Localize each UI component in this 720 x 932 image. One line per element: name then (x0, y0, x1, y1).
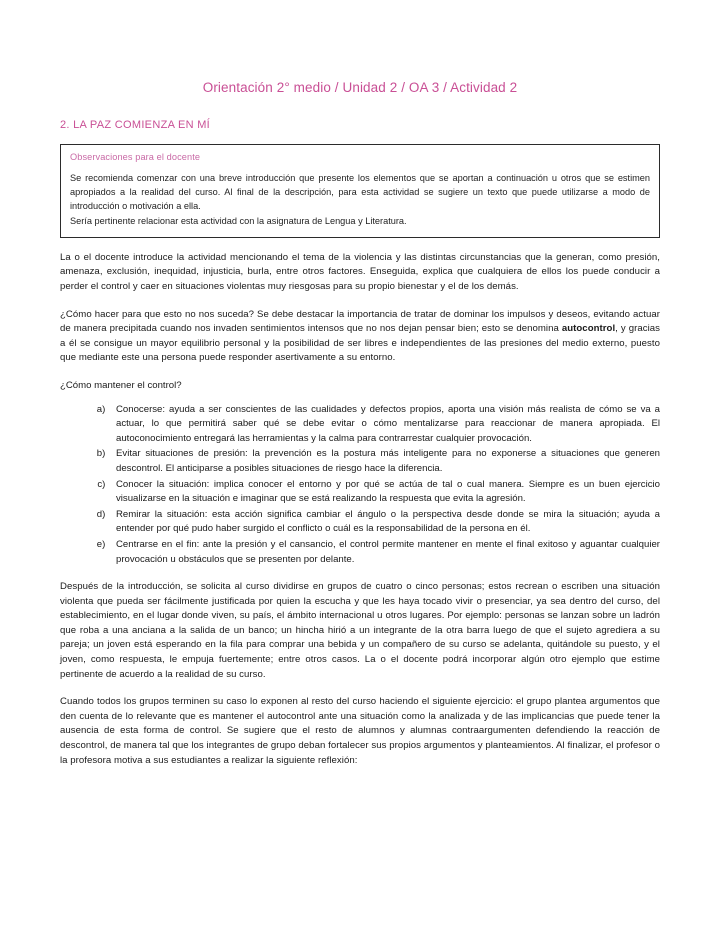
body-paragraph-2 (60, 308, 660, 366)
body-paragraph-3: Después de la introducción, se solicita al curso dividirse en grupos de cuatro o cinco personas; estos recrean o escriben una situación violenta que pueda ser fácilmente justificada por quien la escucha y que les haya tocado vivir o presenciar, ya sea dentro del curso, del establecimiento, en el lugar donde viven, su país, el ámbito internacional u otros lugares. Por ejemplo: personas se lanzan sobre un ladrón que roba a una anciana a la salida de un banco; un hincha hirió a un integrante de la otra barra luego de que el sujeto agrediera a su pareja; un joven está esperando en la fila para comprar una bebida y un compañero de su curso se adelanta, quitándole su puesto, y el joven, como respuesta, le empuja fuertemente; entre otros casos. La o el docente podrá incorporar algún otro ejemplo que estime pertinente de acuerdo a la realidad de su curso. (60, 581, 660, 680)
paragraph-2-text-after: , y gracias a él se consigue un mayor equilibrio personal y la posibilidad de ser libres e independientes de las presiones del medio externo, puesto que mediante este una persona puede responder asertivamente a su entorno. (60, 323, 660, 364)
list-item: d. Remirar la situación: esta acción significa cambiar el ángulo o la perspectiva desde donde se mira la situación; ayuda a entender por qué pudo haber surgido el conflicto o cuál es la responsabilidad de la persona en él. (108, 508, 660, 537)
paragraph-2-text-before: ¿Cómo hacer para que esto no nos suceda? Se debe destacar la importancia de tratar de dominar los impulsos y deseos, evitando actuar de manera precipitada cuando nos invaden sentimientos intensos que no nos dejan pensar bien; esto se denomina (60, 308, 660, 335)
control-question: ¿Cómo mantener el control? (60, 379, 182, 391)
activity-heading: 2. LA PAZ COMIENZA EN MÍ (60, 119, 211, 131)
list-item: b. Evitar situaciones de presión: la prevención es la postura más inteligente para no exponerse a situaciones que generen descontrol. El anticiparse a posibles situaciones de riesgo hace la diferencia. (108, 447, 660, 476)
teacher-notes-box (60, 144, 660, 238)
list-item: c. Conocer la situación: implica conocer el entorno y por qué se actúa de tal o cual manera. Siempre es un buen ejercicio visualizarse en la situación e imaginar que se está realizando la respuesta que evita la agresión. (108, 478, 660, 507)
list-item: a. Conocerse: ayuda a ser conscientes de las cualidades y defectos propios, aporta una visión más realista de cómo se va a actuar, lo que permitirá saber qué se debe evitar o cómo mentalizarse para reaccionar de manera apropiada. El autoconocimiento entregará las herramientas y la calma para contrarrestar cualquier provocación. (108, 403, 660, 447)
teacher-notes-paragraph-1: Se recomienda comenzar con una breve introducción que presente los elementos que se aportan a continuación u otros que se estimen apropiados a la realidad del curso. Al final de la descripción, para esta actividad se sugiere un texto que puede utilizarse a modo de introducción o motivación a ella. (70, 173, 650, 212)
teacher-notes-paragraph-2: Sería pertinente relacionar esta actividad con la asignatura de Lengua y Literatura. (70, 215, 407, 226)
list-item: e. Centrarse en el fin: ante la presión y el cansancio, el control permite mantener en mente el final exitoso y aguantar cualquier provocación u obstáculos que se presenten por delante. (108, 538, 660, 567)
control-strategies-list (60, 403, 660, 568)
teacher-notes-body (70, 171, 650, 228)
body-paragraph-1: La o el docente introduce la actividad mencionando el tema de la violencia y las distintas circunstancias que la generan, como presión, amenaza, exclusión, inequidad, injusticia, burla, entre otros factores. Enseguida, explica que cualquiera de ellos los puede conducir a perder el control y caer en situaciones violentas muy riesgosas para su propio bienestar y el de los demás. (60, 251, 660, 292)
teacher-notes-title: Observaciones para el docente (70, 152, 201, 162)
body-paragraph-4: Cuando todos los grupos terminen su caso lo exponen al resto del curso haciendo el siguiente ejercicio: el grupo plantea argumentos que den cuenta de lo relevante que es mantener el autocontrol ante una situación como la analizada y de las implicancias que puede tener la ausencia de esta forma de control. Se sugiere que el resto de alumnos y alumnas contraargumenten defendiendo la reacción de descontrol, de manera tal que los integrantes de grupo deban fortalecer sus propios argumentos y planteamientos. Al finalizar, el profesor o la profesora motiva a sus estudiantes a realizar la siguiente reflexión: (60, 696, 660, 766)
page-title: Orientación 2° medio / Unidad 2 / OA 3 / Actividad 2 (202, 80, 518, 95)
autocontrol-bold-term: autocontrol (561, 323, 616, 335)
